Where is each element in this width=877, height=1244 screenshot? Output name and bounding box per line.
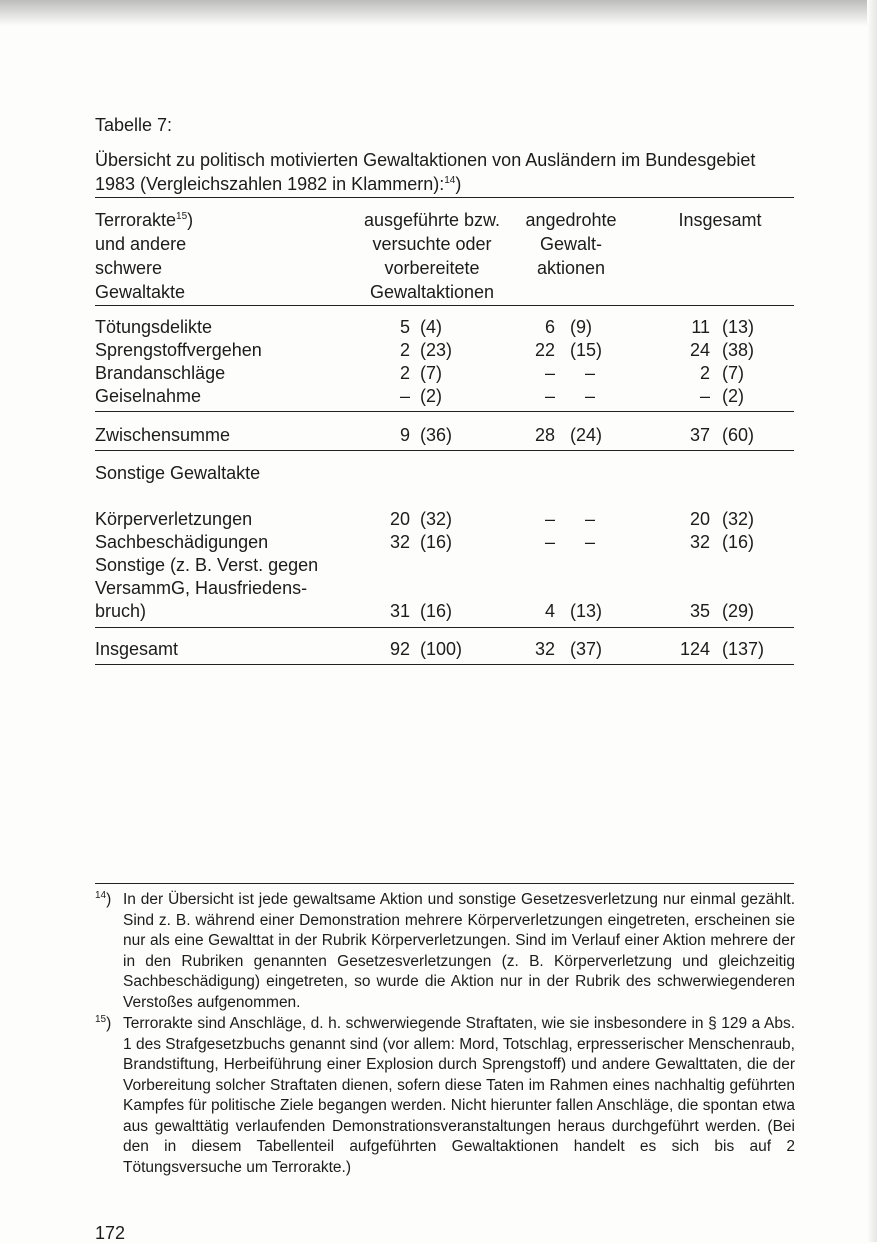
cell-total-1982: (137) [722, 639, 765, 659]
cell-executed-1982: (16) [420, 601, 453, 621]
rule-total-top [95, 627, 794, 628]
cell-total-1982: (7) [722, 363, 744, 383]
cell-threatened: 32 [534, 639, 555, 659]
cell-total-1982: (29) [722, 601, 755, 621]
cell-total: 32 [689, 532, 710, 552]
cell-threatened: 4 [544, 601, 555, 621]
row-label: Geiselnahme [95, 386, 202, 406]
header-col1-rest: und andere schwere Gewaltakte [95, 234, 187, 302]
cell-threatened: – [544, 363, 555, 383]
page-number: 172 [95, 1223, 126, 1243]
cell-executed: 9 [399, 425, 410, 445]
cell-threatened-1982: (9) [570, 317, 592, 337]
cell-executed: 5 [399, 317, 410, 337]
row-label: Zwischensumme [95, 425, 231, 445]
rule-header [95, 305, 794, 306]
cell-threatened: 28 [534, 425, 555, 445]
cell-executed-1982: (2) [420, 386, 442, 406]
cell-total-1982: (32) [722, 509, 755, 529]
table-caption: Übersicht zu politisch motivierten Gewaltaktionen von Ausländern im Bundesgebiet 1983 (Vergleichszahlen 1982 in Klammern):$^{14}$) [95, 150, 756, 194]
cell-total: – [699, 386, 710, 406]
cell-threatened-1982: – [585, 532, 596, 552]
row-label: Tötungsdelikte [95, 317, 213, 337]
header-col2: ausgeführte bzw. versuchte oder vorbereitete Gewaltaktionen [363, 210, 501, 302]
footnote-number: 14 [95, 889, 107, 901]
cell-executed: 31 [389, 601, 410, 621]
cell-threatened-1982: – [585, 386, 596, 406]
rule-top [95, 197, 794, 198]
header-col1: Terrorakte$^{15}$) und andere schwere Gewaltakte [95, 210, 194, 302]
row-label: Sachbeschädigungen [95, 532, 269, 552]
cell-threatened-1982: (37) [570, 639, 603, 659]
rule-subtotal-top [95, 411, 794, 412]
row-label-line: VersammG, Hausfriedens- [95, 578, 308, 598]
cell-total-1982: (16) [722, 532, 755, 552]
footnote-separator [95, 883, 794, 884]
cell-executed-1982: (16) [420, 532, 453, 552]
cell-executed-1982: (32) [420, 509, 453, 529]
row-label: Insgesamt [95, 639, 179, 659]
footnote-mark: $^{15}$) [95, 1013, 112, 1032]
cell-threatened-1982: – [585, 509, 596, 529]
cell-threatened: 6 [544, 317, 555, 337]
cell-total: 37 [689, 425, 710, 445]
cell-executed-1982: (4) [420, 317, 442, 337]
cell-executed: 92 [389, 639, 410, 659]
table-title: Tabelle 7: [95, 115, 173, 135]
cell-executed: 2 [399, 363, 410, 383]
footnote-number: 15 [95, 1013, 107, 1025]
footnotes [95, 890, 795, 1179]
cell-executed: 32 [389, 532, 410, 552]
cell-executed: – [399, 386, 410, 406]
footnote-mark: $^{14}$) [95, 889, 112, 908]
cell-total: 2 [699, 363, 710, 383]
cell-executed: 2 [399, 340, 410, 360]
cell-threatened: – [544, 509, 555, 529]
rule-subtotal-bottom [95, 450, 794, 451]
cell-threatened: – [544, 386, 555, 406]
scan-edge-right [867, 0, 877, 1242]
cell-total-1982: (38) [722, 340, 755, 360]
section-heading: Sonstige Gewaltakte [95, 463, 261, 483]
cell-executed-1982: (23) [420, 340, 453, 360]
row-label: Körperverletzungen [95, 509, 253, 529]
row-label: Sprengstoffvergehen [95, 340, 262, 360]
cell-threatened-1982: (24) [570, 425, 603, 445]
cell-executed-1982: (7) [420, 363, 442, 383]
footnote-text: Terrorakte sind Anschläge, d. h. schwerwiegende Straftaten, wie sie insbesondere in § 129 a Abs. 1 des Strafgesetzbuchs genannt sind (vor allem: Mord, Totschlag, erpresserischer Menschenraub, Brandstiftung, Herbeiführung einer Explosion durch Sprengstoff) und andere Gewalttaten, die der Vorbereitung solcher Straftaten dienen, sofern diese Taten im Rahmen eines nachhaltig geführten Kampfes für politische Ziele begangen werden. Nicht hierunter fallen Anschläge, die spontan etwa aus gewalttätig verlaufenden Demonstrationsveranstaltungen heraus durchgeführt werden. (Bei den in diesem Tabellenteil aufgeführten Gewaltaktionen handelt es sich bis auf 2 Tötungsversuche um Terrorakte.) [123, 1015, 795, 1176]
caption-footnote-ref: 14 [444, 175, 456, 186]
cell-executed-1982: (36) [420, 425, 453, 445]
footnote [95, 890, 795, 1013]
cell-total: 35 [689, 601, 710, 621]
row-label: Brandanschläge [95, 363, 226, 383]
header-col1-title: Terrorakte [95, 210, 177, 230]
cell-threatened-1982: (13) [570, 601, 603, 621]
row-label-line: bruch) [95, 601, 147, 621]
header-col1-ref: 15 [176, 211, 188, 222]
cell-threatened-1982: – [585, 363, 596, 383]
header-col4: Insgesamt [678, 210, 762, 230]
footnote-text: In der Übersicht ist jede gewaltsame Aktion und sonstige Gesetzesverletzung nur einmal gezählt. Sind z. B. während einer Demonstration mehrere Körperverletzungen eingetreten, erscheinen sie nur als eine Gewalttat in der Rubrik Körperverletzungen. Sind im Verlauf einer Aktion mehrere der in den Rubriken genannten Gesetzesverletzungen (z. B. Körperverletzung und gleichzeitig Sachbeschädigung) eingetreten, so wurde die Aktion nur in der Rubrik des schwerwiegenderen Verstoßes aufgenommen. [123, 891, 795, 1011]
cell-total-1982: (60) [722, 425, 755, 445]
cell-executed: 20 [389, 509, 410, 529]
cell-total: 124 [679, 639, 710, 659]
cell-threatened: 22 [534, 340, 555, 360]
cell-threatened: – [544, 532, 555, 552]
cell-total-1982: (2) [722, 386, 744, 406]
cell-total: 24 [689, 340, 710, 360]
cell-total: 20 [689, 509, 710, 529]
rule-bottom [95, 664, 794, 665]
scan-edge-shadow [0, 0, 877, 26]
row-label-line: Sonstige (z. B. Verst. gegen [95, 555, 319, 575]
cell-total: 11 [691, 317, 710, 337]
cell-total-1982: (13) [722, 317, 755, 337]
footnote [95, 1014, 795, 1178]
cell-threatened-1982: (15) [570, 340, 603, 360]
cell-executed-1982: (100) [420, 639, 463, 659]
caption-text: Übersicht zu politisch motivierten Gewaltaktionen von Ausländern im Bundesgebiet 1983 (Vergleichszahlen 1982 in Klammern): [95, 150, 756, 194]
header-col3: angedrohte Gewalt- aktionen [525, 210, 617, 278]
